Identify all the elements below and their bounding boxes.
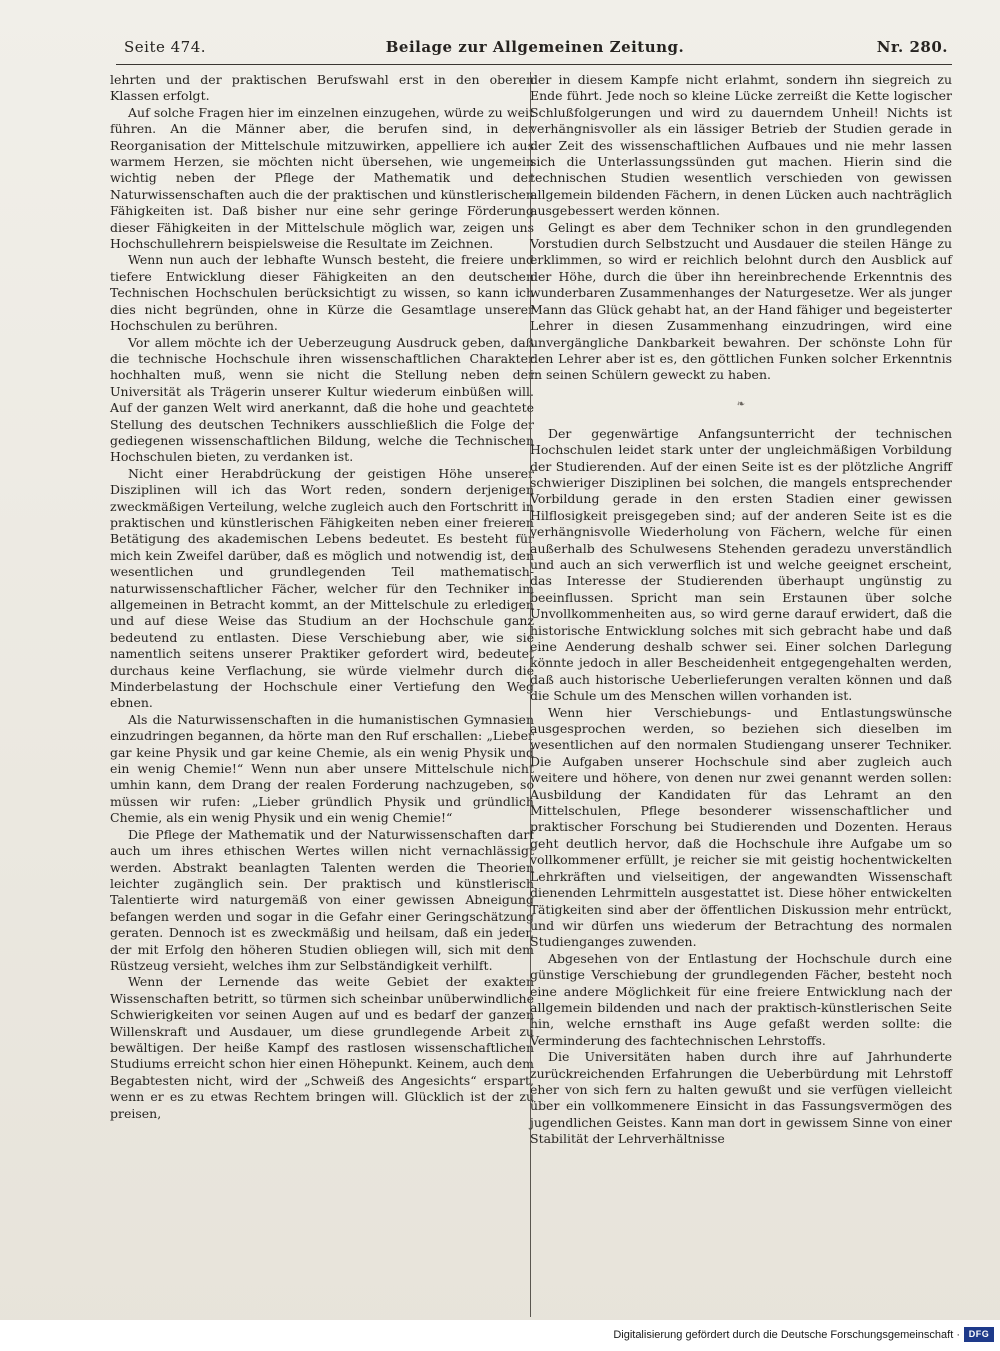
paragraph: Wenn nun auch der lebhafte Wunsch besteht, die freiere und tiefere Entwicklung dieser Fähigkeiten an den deutschen Technischen Hochschulen berücksichtigt zu wissen, so kann ich dies nicht begründen, ohne in Kürze die Gesamtlage unserer Hochschulen zu berühren. bbox=[110, 252, 534, 334]
paragraph: Als die Naturwissenschaften in die humanistischen Gymnasien einzudringen begannen, da hörte man den Ruf erschallen: „Lieber gar keine Physik und gar keine Chemie, als ein wenig Physik und ein wenig Chemie!“ Wenn nun aber unsere Mittelschule nicht umhin kann, dem Drang der realen Forderung nachzugeben, so müssen wir rufen: „Lieber gründlich Physik und gründlich Chemie, als ein wenig Physik und ein wenig Chemie!“ bbox=[110, 711, 534, 826]
page-number: Seite 474. bbox=[124, 38, 207, 56]
paragraph: lehrten und der praktischen Berufswahl erst in den oberen Klassen erfolgt. bbox=[110, 72, 534, 104]
page-header bbox=[122, 34, 948, 60]
paragraph: Der gegenwärtige Anfangsunterricht der technischen Hochschulen leidet stark unter der ungleichmäßigen Vorbildung der Studierenden. Auf der einen Seite ist es der plötzliche Angriff schwieriger Disziplinen bei solchen, die mangels entsprechender Vorbildung gerade in den ersten Stadien einer gewissen Hilflosigkeit preisgegeben sind; auf der anderen Seite ist es die verhängnisvolle Wiederholung von Fächern, welche für einen außerhalb des Schulwesens Stehenden geradezu unverständlich und auch an sich verwerflich ist und welche geeignet erscheint, das Interesse der Studierenden überhaupt ungünstig zu beeinflussen. Spricht man sein Erstaunen über solche Unvollkommenheiten aus, so wird gerne darauf erwidert, daß die historische Entwicklung solches mit sich gebracht habe und daß eine Aenderung deshalb schwer sei. Einer solchen Darlegung könnte jedoch in aller Bescheidenheit entgegengehalten werden, daß auch historische Ueberlieferungen veralten können und daß die Schule um des Menschen willen vorhanden ist. bbox=[530, 425, 952, 704]
paragraph: Nicht einer Herabdrückung der geistigen Höhe unserer Disziplinen will ich das Wort reden, sondern derjenigen zweckmäßigen Verteilung, welche zugleich auch den Fortschritt in praktischen und künstlerischen Fähigkeiten neben einer freieren Betätigung des akademischen Lebens bedeutet. Es besteht für mich kein Zweifel darüber, daß es möglich und notwendig ist, den wesentlichen und grundlegenden Teil mathematisch-naturwissenschaftlicher Fächer, welcher für den Techniker im allgemeinen in Betracht kommt, an der Mittelschule zu erledigen und auf diese Weise das Studium an der Hochschule ganz bedeutend zu entlasten. Diese Verschiebung aber, wie sie namentlich seitens unserer Praktiker gefordert wird, bedeutet durchaus keine Verflachung, sie würde vielmehr durch die Minderbelastung der Hochschule einer Vertiefung den Weg ebnen. bbox=[110, 465, 534, 711]
header-rule bbox=[116, 64, 952, 65]
paragraph: Die Universitäten haben durch ihre auf Jahrhunderte zurückreichenden Erfahrungen die Ueberbürdung mit Lehrstoff eher von sich fern zu halten gewußt und sie verfügen vielleicht über ein vollkommenere Einsicht in das Fassungsvermögen des jugendlichen Geistes. Kann man dort in gewissem Sinne von einer Stabilität der Lehrverhältnisse bbox=[530, 1049, 952, 1147]
dfg-logo-icon: DFG bbox=[964, 1327, 994, 1342]
paragraph: Gelingt es aber dem Techniker schon in den grundlegenden Vorstudien durch Selbstzucht und Ausdauer die steilen Hänge zu erklimmen, so wird er reichlich belohnt durch den Ausblick auf der Höhe, durch die über ihn hereinbrechende Erkenntnis des wunderbaren Zusammenhanges der Naturgesetze. Wer als junger Mann das Glück gehabt hat, an der Hand fähiger und begeisterter Lehrer in diesen Zusammenhang einzudringen, wird eine unvergängliche Dankbarkeit bewahren. Der schönste Lohn für den Lehrer aber ist es, den göttlichen Funken solcher Erkenntnis in seinen Schülern geweckt zu haben. bbox=[530, 219, 952, 383]
issue-number: Nr. 280. bbox=[876, 38, 948, 56]
funding-credit: Digitalisierung gefördert durch die Deutsche Forschungsgemeinschaft · bbox=[613, 1329, 960, 1341]
paragraph: Wenn hier Verschiebungs- und Entlastungswünsche ausgesprochen werden, so beziehen sich dieselben im wesentlichen auf den normalen Studiengang unserer Techniker. Die Aufgaben unserer Hochschule sind aber zugleich auch weitere und höhere, von denen nur zwei genannt werden sollen: Ausbildung der Kandidaten für das Lehramt an den Mittelschulen, Pflege besonderer wissenschaftlicher und praktischer Forschung bei Studierenden und Dozenten. Heraus geht deutlich hervor, daß die Hochschule ihre Aufgabe um so vollkommener erfüllt, je reicher sie mit geistig hochentwickelten Lehrkräften und vielseitigen, der angewandten Wissenschaft dienenden Lehrmitteln ausgestattet ist. Diese höher entwickelten Tätigkeiten sind aber der öffentlichen Diskussion mehr entrückt, und wir dürfen uns wiederum der Betrachtung des normalen Studienganges zuwenden. bbox=[530, 704, 952, 950]
right-column bbox=[530, 72, 952, 1148]
left-column bbox=[110, 72, 534, 1122]
paragraph: Die Pflege der Mathematik und der Naturwissenschaften darf auch um ihres ethischen Wertes willen nicht vernachlässigt werden. Abstrakt beanlagten Talenten werden die Theorien leichter zugänglich sein. Der praktisch und künstlerisch Talentierte wird naturgemäß von einer gewissen Abneigung befangen werden und sogar in die Gefahr einer Geringschätzung geraten. Dennoch ist es zweckmäßig und heilsam, daß ein jeder, der mit Erfolg den höheren Studien obliegen will, sich mit dem Rüstzeug versieht, welches ihm zur Selbständigkeit verhilft. bbox=[110, 826, 534, 973]
paragraph: der in diesem Kampfe nicht erlahmt, sondern ihn siegreich zu Ende führt. Jede noch so kleine Lücke zerreißt die Kette logischer Schlußfolgerungen und wird zu dauerndem Unheil! Nichts ist verhängnisvoller als ein lässiger Betrieb der Studien gerade in der Zeit des wissenschaftlichen Aufbaues und nie mehr lassen sich die Unterlassungssünden gut machen. Hierin sind die technischen Studien wesentlich verschieden von gewissen allgemein bildenden Fächern, in denen Lücken auch nachträglich ausgebessert werden können. bbox=[530, 72, 952, 219]
paragraph: Vor allem möchte ich der Ueberzeugung Ausdruck geben, daß die technische Hochschule ihren wissenschaftlichen Charakter hochhalten muß, wenn sie nicht die Stellung neben der Universität als Trägerin unserer Kultur wiederum einbüßen will. Auf der ganzen Welt wird anerkannt, daß die hohe und geachtete Stellung des deutschen Technikers ausschließlich die Folge der gediegenen wissenschaftlichen Bildung, welche die Technischen Hochschulen bieten, zu verdanken ist. bbox=[110, 334, 534, 465]
paragraph: Abgesehen von der Entlastung der Hochschule durch eine günstige Verschiebung der grundlegenden Fächer, besteht noch eine andere Möglichkeit für eine freiere Entwicklung nach der allgemein bildenden und nach der praktisch-künstlerischen Seite hin, welche ernsthaft ins Auge gefaßt werden sollte: die Verminderung des fachtechnischen Lehrstoffs. bbox=[530, 950, 952, 1048]
paragraph: Wenn der Lernende das weite Gebiet der exakten Wissenschaften betritt, so türmen sich scheinbar unüberwindliche Schwierigkeiten vor seinen Augen auf und es bedarf der ganzen Willenskraft und Ausdauer, um diese grundlegende Arbeit zu bewältigen. Der heiße Kampf des rastlosen wissenschaftlichen Studiums erreicht schon hier einen Höhepunkt. Keinem, auch dem Begabtesten nicht, wird der „Schweiß des Angesichts“ erspart, wenn er es zu etwas Rechtem bringen will. Glücklich ist der zu preisen, bbox=[110, 974, 534, 1121]
digitization-footer bbox=[0, 1320, 1000, 1351]
publication-title: Beilage zur Allgemeinen Zeitung. bbox=[385, 38, 685, 56]
paragraph: Auf solche Fragen hier im einzelnen einzugehen, würde zu weit führen. An die Männer aber, die berufen sind, in der Reorganisation der Mittelschule mitzuwirken, appelliere ich aus warmem Herzen, sie möchten nicht übersehen, wie ungemein wichtig neben der Pflege der Mathematik und der Naturwissenschaften auch die der praktischen und künstlerischen Fähigkeiten ist. Daß bisher nur eine sehr geringe Förderung dieser Fähigkeiten in der Mittelschule möglich war, zeigen uns Hochschullehrern beispielsweise die Resultate im Zeichnen. bbox=[110, 104, 534, 252]
section-separator: ❧ bbox=[736, 398, 746, 410]
